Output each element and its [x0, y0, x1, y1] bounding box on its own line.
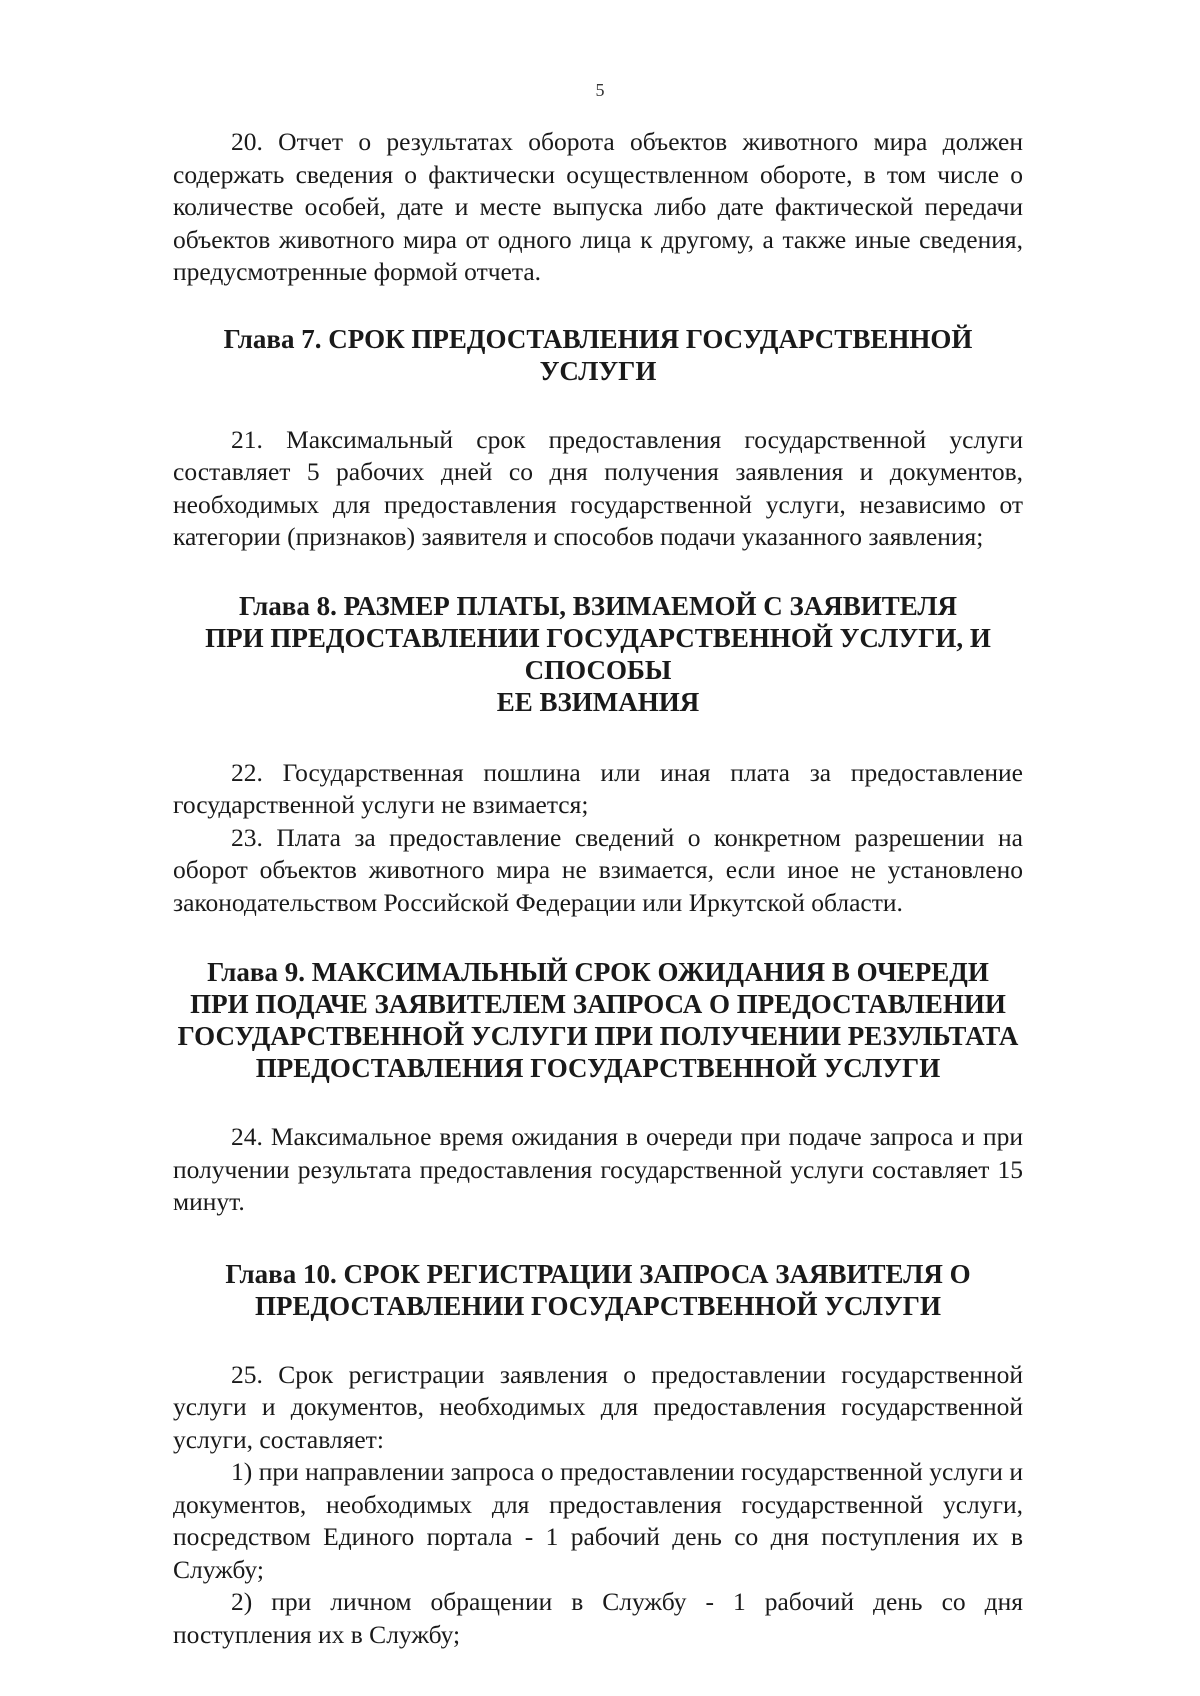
chapter-9-heading-line-2: ПРИ ПОДАЧЕ ЗАЯВИТЕЛЕМ ЗАПРОСА О ПРЕДОСТАВЛЕНИИ — [190, 989, 1006, 1019]
chapter-9-heading-line-4: ПРЕДОСТАВЛЕНИЯ ГОСУДАРСТВЕННОЙ УСЛУГИ — [255, 1053, 941, 1083]
paragraph-24: 24. Максимальное время ожидания в очереди при подаче запроса и при получении результата предоставления государственной услуги составляет 15 минут. — [173, 1122, 1023, 1216]
chapter-9-heading-line-1: Глава 9. МАКСИМАЛЬНЫЙ СРОК ОЖИДАНИЯ В ОЧЕРЕДИ — [207, 957, 989, 987]
paragraph-23: 23. Плата за предоставление сведений о конкретном разрешении на оборот объектов животного мира не взимается, если иное не установлено законодательством Российской Федерации или Иркутской области. — [173, 822, 1023, 917]
chapter-8-heading-line-3: ЕЕ ВЗИМАНИЯ — [496, 686, 700, 717]
chapter-9-heading — [173, 956, 1023, 1084]
paragraph-25: 25. Срок регистрации заявления о предоставлении государственной услуги и документов, необходимых для предоставления государственной услуги, составляет: — [173, 1359, 1023, 1454]
chapter-8-heading — [173, 590, 1023, 718]
paragraph-25-item-2: 2) при личном обращении в Службу - 1 рабочий день со дня поступления их в Службу; — [173, 1587, 1023, 1649]
paragraph-22: 22. Государственная пошлина или иная плата за предоставление государственной услуги не взимается; — [173, 757, 1023, 819]
paragraph-20: 20. Отчет о результатах оборота объектов животного мира должен содержать сведения о фактически осуществленном обороте, в том числе о количестве особей, дате и месте выпуска либо дате фактической передачи объектов животного мира от одного лица к другому, а также иные сведения, предусмотренные формой отчета. — [173, 127, 1023, 286]
chapter-8-heading-line-1: Глава 8. РАЗМЕР ПЛАТЫ, ВЗИМАЕМОЙ С ЗАЯВИТЕЛЯ — [238, 590, 957, 621]
chapter-10-heading-line-1: Глава 10. СРОК РЕГИСТРАЦИИ ЗАПРОСА ЗАЯВИТЕЛЯ О — [225, 1258, 971, 1289]
chapter-10-heading — [173, 1258, 1023, 1322]
chapter-7-heading-line-1: Глава 7. СРОК ПРЕДОСТАВЛЕНИЯ ГОСУДАРСТВЕННОЙ УСЛУГИ — [223, 323, 973, 386]
paragraph-25-item-1: 1) при направлении запроса о предоставлении государственной услуги и документов, необходимых для предоставления государственной услуги, посредством Единого портала - 1 рабочий день со дня поступления их в Службу; — [173, 1457, 1023, 1584]
paragraph-21: 21. Максимальный срок предоставления государственной услуги составляет 5 рабочих дней со дня получения заявления и документов, необходимых для предоставления государственной услуги, независимо от категории (признаков) заявителя и способов подачи указанного заявления; — [173, 424, 1023, 551]
document-body — [173, 126, 1023, 1651]
page-number: 5 — [595, 80, 605, 100]
chapter-10-heading-line-2: ПРЕДОСТАВЛЕНИИ ГОСУДАРСТВЕННОЙ УСЛУГИ — [255, 1290, 941, 1321]
chapter-8-heading-line-2: ПРИ ПРЕДОСТАВЛЕНИИ ГОСУДАРСТВЕННОЙ УСЛУГИ, И СПОСОБЫ — [205, 622, 991, 685]
chapter-9-heading-line-3: ГОСУДАРСТВЕННОЙ УСЛУГИ ПРИ ПОЛУЧЕНИИ РЕЗУЛЬТАТА — [177, 1021, 1019, 1051]
chapter-7-heading — [173, 323, 1023, 387]
